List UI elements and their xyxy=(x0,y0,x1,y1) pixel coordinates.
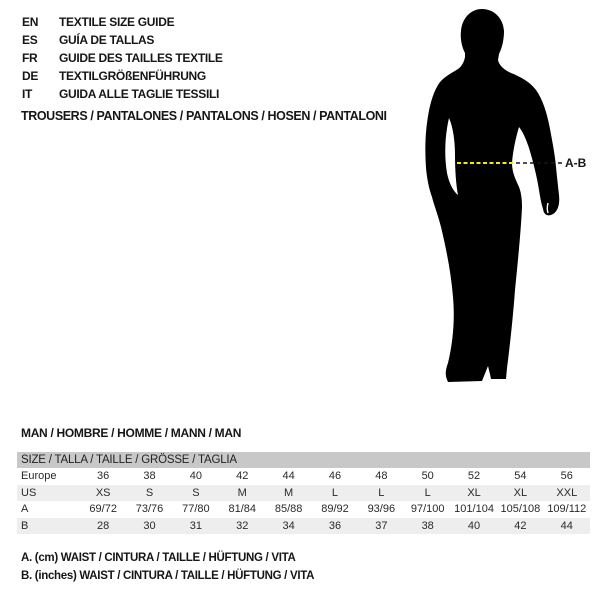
table-cell: 46 xyxy=(328,470,342,483)
language-code: DE xyxy=(22,69,39,83)
row-label: B xyxy=(21,519,29,532)
table-row xyxy=(17,485,590,502)
table-cell: 97/100 xyxy=(410,503,445,516)
table-cell: 54 xyxy=(514,470,527,483)
footnote-a: A. (cm) WAIST / CINTURA / TAILLE / HÜFTUNG / VITA xyxy=(21,552,296,564)
table-cell: 44 xyxy=(282,470,295,483)
table-cell: 105/108 xyxy=(500,503,541,516)
gender-heading: MAN / HOMBRE / HOMME / MANN / MAN xyxy=(21,426,242,440)
language-row-es xyxy=(22,31,223,49)
table-cell: M xyxy=(284,486,294,499)
measure-label-ab: A-B xyxy=(565,156,587,170)
table-cell: 56 xyxy=(560,470,573,483)
man-silhouette xyxy=(425,9,559,382)
table-cell: 44 xyxy=(560,519,573,532)
language-row-fr xyxy=(22,49,223,67)
table-cell: 77/80 xyxy=(182,503,210,516)
table-cell: 52 xyxy=(467,470,481,483)
language-code: EN xyxy=(22,15,39,29)
table-cell: 69/72 xyxy=(89,503,117,516)
language-label: TEXTILGRÖßENFÜHRUNG xyxy=(59,69,206,83)
table-cell: XL xyxy=(513,486,528,499)
table-cell: 73/76 xyxy=(135,503,164,516)
table-cell: 31 xyxy=(189,519,203,532)
table-cell: 38 xyxy=(143,470,156,483)
table-cell: 36 xyxy=(97,470,110,483)
table-cell: 36 xyxy=(328,519,342,532)
table-row xyxy=(17,468,590,485)
table-cell: 93/96 xyxy=(367,503,396,516)
figure-area xyxy=(420,5,600,395)
table-cell: XL xyxy=(467,486,481,499)
row-label: US xyxy=(21,486,37,499)
row-label: Europe xyxy=(21,470,57,483)
table-cell: 42 xyxy=(514,519,527,532)
language-row-de xyxy=(22,67,223,85)
table-cell: 50 xyxy=(421,470,434,483)
language-code: ES xyxy=(22,33,38,47)
table-cell: 109/112 xyxy=(547,503,587,516)
table-cell: L xyxy=(424,486,431,499)
table-row xyxy=(17,501,590,518)
language-guide-list xyxy=(22,13,223,103)
size-table xyxy=(17,452,590,534)
table-cell: 42 xyxy=(236,470,249,483)
table-cell: L xyxy=(331,486,339,499)
category-heading: TROUSERS / PANTALONES / PANTALONS / HOSEN / PANTALONI xyxy=(21,109,387,123)
table-cell: 32 xyxy=(236,519,249,532)
table-cell: XXL xyxy=(556,486,578,499)
row-label: A xyxy=(21,503,29,516)
footnotes xyxy=(21,552,314,588)
language-label: TEXTILE SIZE GUIDE xyxy=(59,15,175,29)
language-row-it xyxy=(22,85,223,103)
table-cell: 85/88 xyxy=(274,503,303,516)
table-cell: 40 xyxy=(467,519,481,532)
table-cell: 34 xyxy=(282,519,295,532)
footnote-b: B. (inches) WAIST / CINTURA / TAILLE / HÜFTUNG / VITA xyxy=(21,570,315,582)
table-cell: S xyxy=(145,486,154,499)
table-header-label: SIZE / TALLA / TAILLE / GRÖSSE / TAGLIA xyxy=(17,452,590,468)
language-code: IT xyxy=(22,87,33,101)
table-cell: XS xyxy=(95,486,111,499)
table-header-row xyxy=(17,452,590,468)
language-row-en xyxy=(22,13,223,31)
table-cell: 101/104 xyxy=(454,503,494,516)
table-cell: 81/84 xyxy=(228,503,257,516)
table-cell: 30 xyxy=(143,519,156,532)
table-cell: 28 xyxy=(97,519,110,532)
table-cell: 40 xyxy=(189,470,203,483)
table-cell: M xyxy=(237,486,247,499)
table-cell: 48 xyxy=(375,470,388,483)
language-code: FR xyxy=(22,51,38,65)
table-cell: S xyxy=(192,486,200,499)
language-label: GUIDE DES TAILLES TEXTILE xyxy=(59,51,223,65)
size-table-body xyxy=(17,468,590,534)
language-label: GUÍA DE TALLAS xyxy=(59,33,155,47)
man-silhouette-figure xyxy=(420,5,600,395)
table-cell: 38 xyxy=(421,519,434,532)
table-row xyxy=(17,518,590,535)
language-label: GUIDA ALLE TAGLIE TESSILI xyxy=(59,87,220,101)
table-cell: 89/92 xyxy=(321,503,349,516)
table-cell: 37 xyxy=(375,519,388,532)
hand-highlight xyxy=(547,203,548,213)
table-cell: L xyxy=(378,486,385,499)
